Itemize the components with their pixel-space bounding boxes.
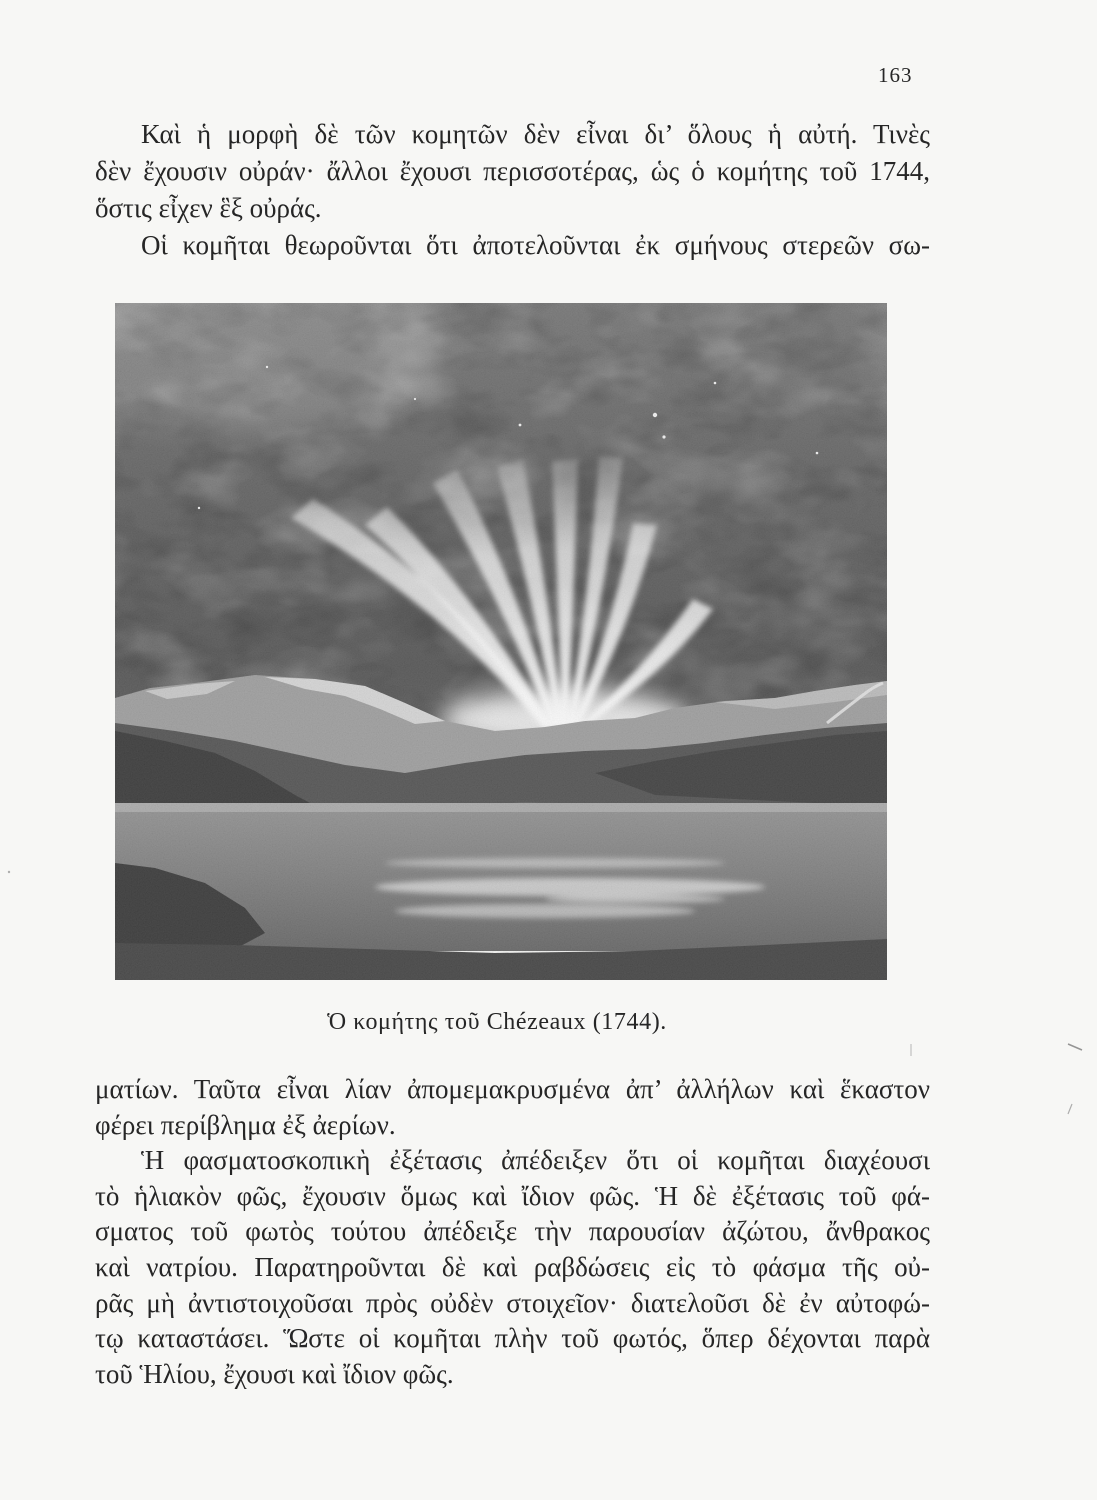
text-line: Οἱ κομῆται θεωροῦνται ὅτι ἀποτελοῦνται ἐκ σμήνους στερεῶν σω- — [141, 230, 930, 260]
scan-speck — [1068, 1104, 1072, 1114]
scan-speck — [1068, 1044, 1082, 1050]
scan-speck — [8, 871, 10, 873]
text-line: τοῦ Ἡλίου, ἔχουσι καὶ ἴδιον φῶς. — [95, 1358, 454, 1389]
film-grain — [115, 303, 887, 980]
text-line: ρᾶς μὴ ἀντιστοιχοῦσαι πρὸς οὐδὲν στοιχεῖον· διατελοῦσι δὲ ἐν αὐτοφώ- — [95, 1287, 930, 1318]
paragraph-block-bottom — [95, 1072, 930, 1392]
text-line: καὶ νατρίου. Παρατηροῦνται δὲ καὶ ραβδώσεις εἰς τὸ φάσμα τῆς οὐ- — [95, 1251, 930, 1282]
text-line: δὲν ἔχουσιν οὐράν· ἄλλοι ἔχουσι περισσοτέρας, ὡς ὁ κομήτης τοῦ 1744, — [95, 156, 930, 186]
comet-illustration — [115, 303, 887, 980]
text-line: ὅστις εἶχεν ἓξ οὐράς. — [95, 193, 322, 223]
text-line: σματος τοῦ φωτὸς τούτου ἀπέδειξε τὴν παρουσίαν ἀζώτου, ἄνθρακος — [95, 1216, 930, 1247]
paragraph-block-top — [95, 116, 930, 264]
page-number: 163 — [878, 63, 913, 87]
figure-caption: Ὁ κομήτης τοῦ Chézeaux (1744). — [327, 1009, 667, 1035]
text-line: ματίων. Ταῦτα εἶναι λίαν ἀπομεμακρυσμένα ἀπ’ ἀλλήλων καὶ ἕκαστον — [95, 1074, 930, 1104]
text-line: τῳ καταστάσει. Ὥστε οἱ κομῆται πλὴν τοῦ φωτός, ὅπερ δέχονται παρὰ — [95, 1323, 930, 1354]
text-line: τὸ ἡλιακὸν φῶς, ἔχουσιν ὅμως καὶ ἴδιον φῶς. Ἡ δὲ ἐξέτασις τοῦ φά- — [95, 1180, 930, 1211]
text-line: Καὶ ἡ μορφὴ δὲ τῶν κομητῶν δὲν εἶναι δι’ ὅλους ἡ αὐτή. Τινὲς — [141, 119, 930, 149]
text-line: φέρει περίβλημα ἐξ ἀερίων. — [95, 1109, 396, 1140]
text-line: Ἡ φασματοσκοπικὴ ἐξέτασις ἀπέδειξεν ὅτι οἱ κομῆται διαχέουσι — [141, 1145, 930, 1176]
